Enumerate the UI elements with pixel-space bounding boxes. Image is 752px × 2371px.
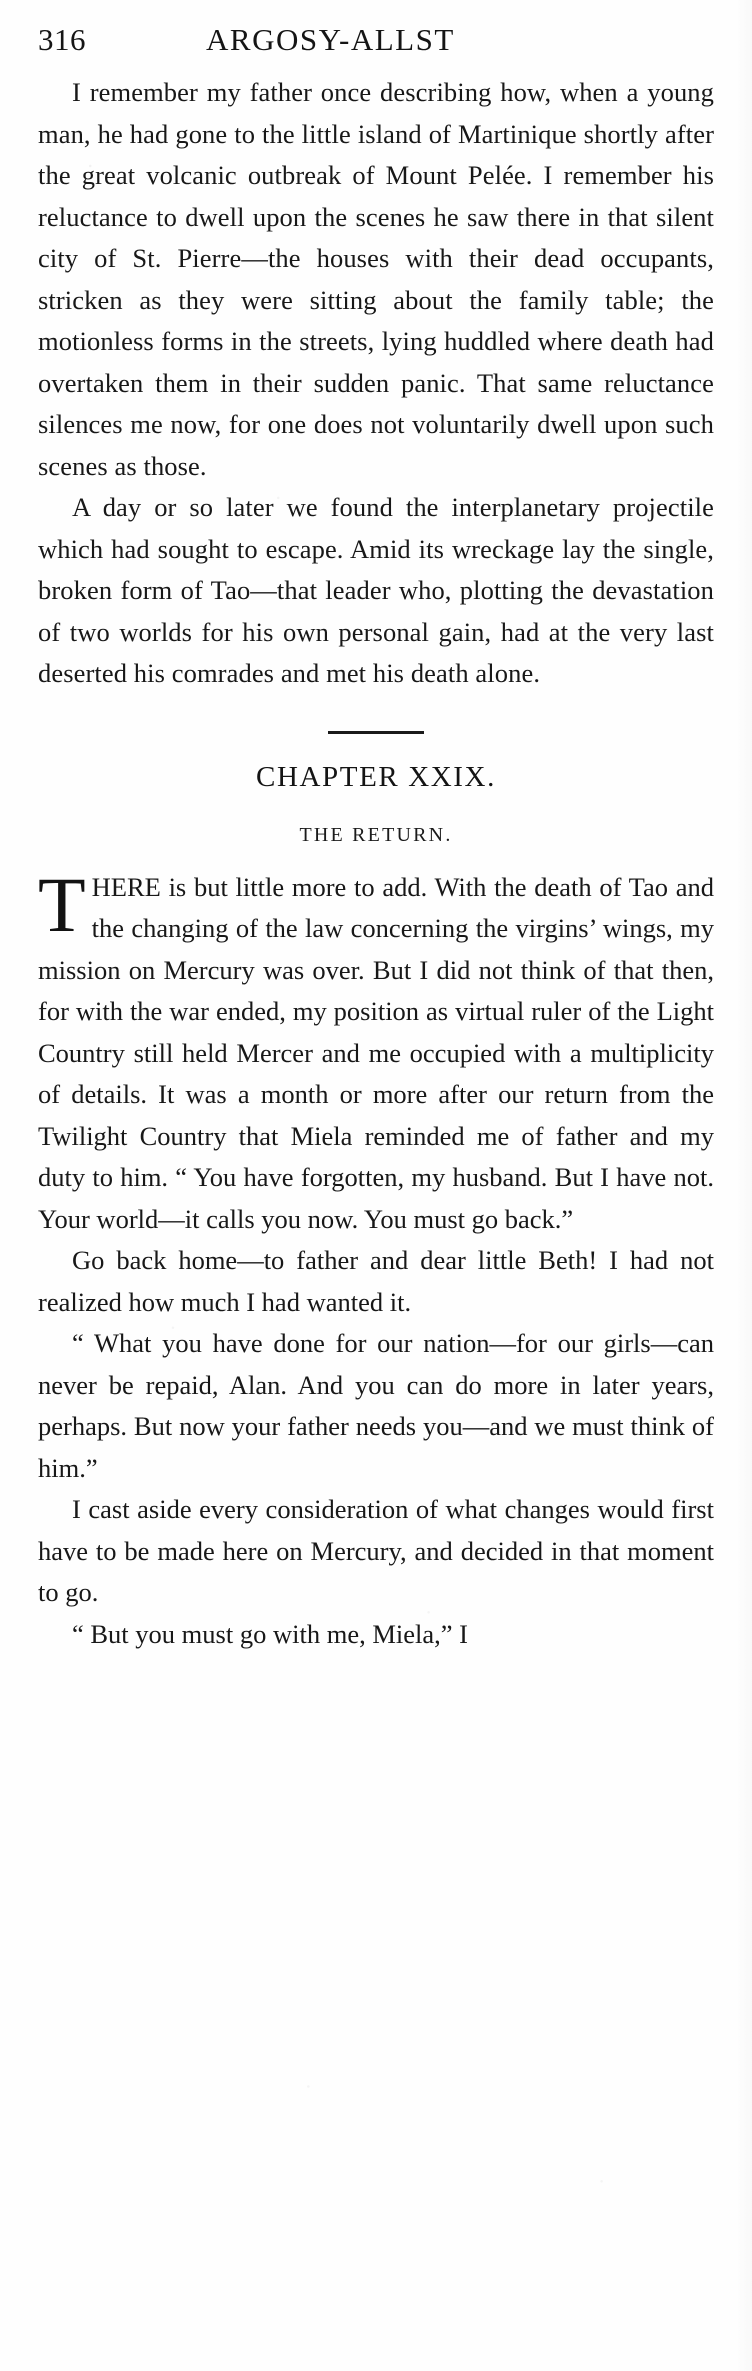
paragraph: I cast aside every consideration of what changes would first have to be made here on Mercury, and decided in that moment to go. xyxy=(38,1494,714,1607)
horizontal-rule xyxy=(328,731,424,734)
paragraph: A day or so later we found the interplanetary projectile which had sought to escape. Amid its wreckage lay the single, broken form of Tao—that leader who, plotting the devastation of two worlds for his own personal gain, had at the very last deserted his comrades and met his death alone. xyxy=(38,492,714,688)
paragraph: I remember my father once describing how, when a young man, he had gone to the little island of Martinique shortly after the great volcanic outbreak of Mount Pelée. I remember his reluctance to dwell upon the scenes he saw there in that silent city of St. Pierre—the houses with their dead occupants, stricken as they were sitting about the family table; the motionless forms in the streets, lying huddled where death had overtaken them in their sudden panic. That same reluctance silences me now, for one does not voluntarily dwell upon such scenes as those. xyxy=(38,77,714,481)
page-number: 316 xyxy=(38,22,86,57)
paragraph: Go back home—to father and dear little Beth! I had not realized how much I had wanted it. xyxy=(38,1245,714,1317)
paragraph: “ What you have done for our nation—for our girls—can never be repaid, Alan. And you can do more in later years, perhaps. But now your father needs you—and we must think of him.” xyxy=(38,1328,714,1483)
running-head-title: ARGOSY-ALLST xyxy=(206,22,455,57)
body-text-block xyxy=(38,72,714,695)
chapter-subheading: THE RETURN. xyxy=(299,823,453,846)
chapter-body-text xyxy=(38,1240,714,1655)
chapter-opening-text: HERE is but little more to add. With the death of Tao and the changing of the law concerning the virgins’ wings, my mission on Mercury was over. But I did not think of that then, for with the war ended, my position as virtual ruler of the Light Country still held Mercer and me occupied with a multiplicity of details. It was a month or more after our return from the Twilight Country that Miela reminded me of father and my duty to him. “ You have forgotten, my husband. But I have not. Your world—it calls you now. You must go back.” xyxy=(38,871,714,1234)
chapter-opening-paragraph xyxy=(38,860,714,1241)
chapter-heading: CHAPTER XXIX. xyxy=(256,760,496,793)
paragraph: “ But you must go with me, Miela,” I xyxy=(72,1618,468,1649)
section-divider xyxy=(38,721,714,739)
running-head xyxy=(38,0,714,56)
drop-cap-letter: T xyxy=(38,860,86,948)
page-edge-shadow xyxy=(736,0,752,2371)
